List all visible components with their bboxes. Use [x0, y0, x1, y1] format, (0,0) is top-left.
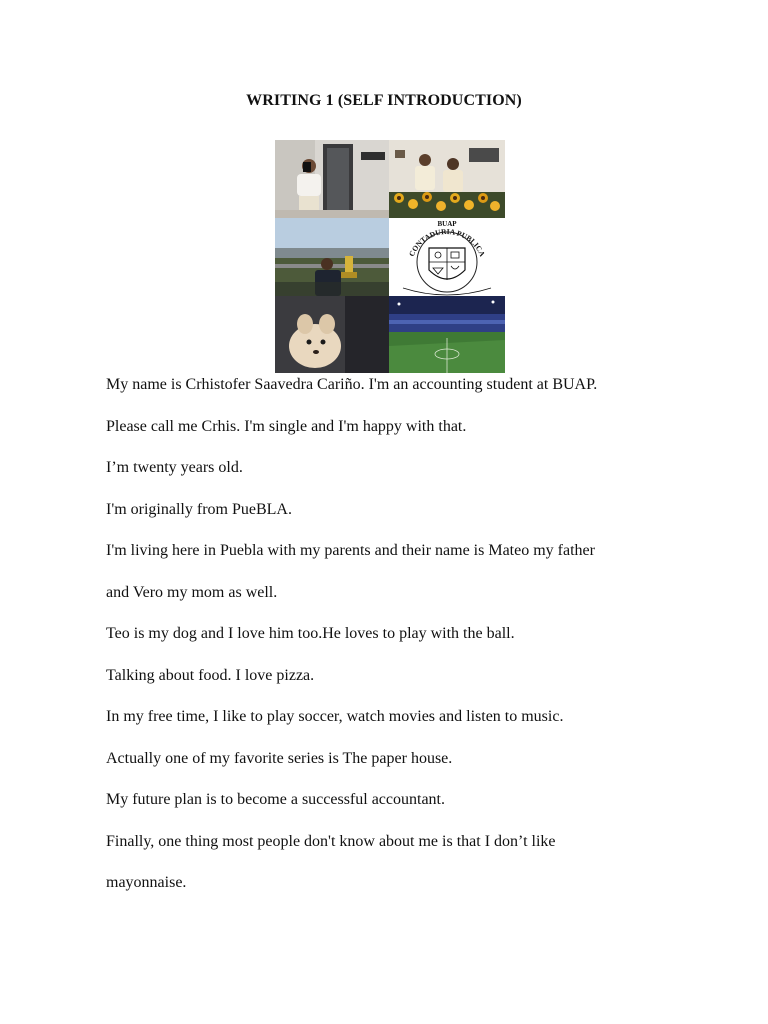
body-text — [106, 374, 726, 914]
trophy-photo — [275, 218, 389, 296]
text-line: I'm originally from PueBLA. — [106, 500, 292, 518]
family-sunflowers-photo — [389, 140, 505, 218]
text-line: I'm living here in Puebla with my parents and their name is Mateo my father — [106, 542, 595, 559]
mirror-selfie-photo — [275, 140, 389, 218]
dog-photo — [275, 296, 389, 373]
text-line: mayonnaise. — [106, 874, 187, 891]
text-line: I’m twenty years old. — [106, 459, 243, 476]
text-line: Talking about food. I love pizza. — [106, 666, 315, 684]
photo-collage — [275, 140, 505, 373]
text-line: In my free time, I like to play soccer, watch movies and listen to music. — [106, 708, 564, 725]
text-line: My name is Crhistofer Saavedra Cariño. I'm an accounting student at BUAP. — [106, 376, 598, 393]
text-line: Teo is my dog and I love him too.He loves to play with the ball. — [106, 625, 515, 642]
document-title: WRITING 1 (SELF INTRODUCTION) — [246, 92, 522, 109]
contaduria-publica-seal — [389, 218, 505, 296]
text-line: My future plan is to become a successful accountant. — [106, 791, 445, 808]
text-line: and Vero my mom as well. — [106, 583, 278, 601]
seal-arc-text: CONTADURIA PUBLICA — [406, 226, 488, 258]
stadium-photo — [389, 296, 505, 373]
text-line: Actually one of my favorite series is The paper house. — [106, 749, 453, 767]
text-line: Please call me Crhis. I'm single and I'm happy with that. — [106, 417, 467, 435]
text-line: Finally, one thing most people don't know about me is that I don’t like — [106, 832, 556, 850]
seal-top-text: BUAP — [437, 220, 457, 228]
